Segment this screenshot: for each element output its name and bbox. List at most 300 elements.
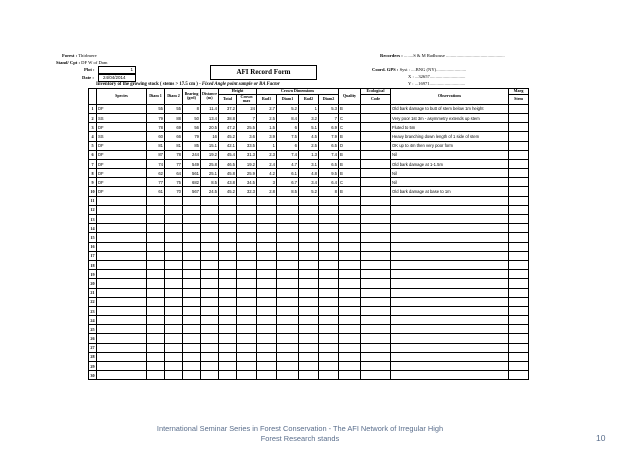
- empty-cell[interactable]: [237, 288, 257, 297]
- empty-cell[interactable]: [277, 343, 299, 352]
- cell-dm1[interactable]: 5.2: [277, 104, 299, 113]
- cell-sp[interactable]: DF: [97, 141, 147, 150]
- empty-cell[interactable]: [237, 251, 257, 260]
- empty-cell[interactable]: [219, 297, 237, 306]
- cell-dm1[interactable]: 4.7: [277, 159, 299, 168]
- empty-cell[interactable]: [509, 371, 529, 380]
- empty-cell[interactable]: [147, 251, 165, 260]
- cell-dm2[interactable]: 7.4: [319, 150, 339, 159]
- empty-cell[interactable]: [257, 260, 277, 269]
- empty-cell[interactable]: [201, 251, 219, 260]
- empty-cell[interactable]: [165, 325, 183, 334]
- empty-cell[interactable]: [391, 362, 509, 371]
- empty-cell[interactable]: [237, 352, 257, 361]
- empty-cell[interactable]: [361, 233, 391, 242]
- empty-cell[interactable]: [147, 325, 165, 334]
- empty-cell[interactable]: [147, 270, 165, 279]
- cell-cm[interactable]: 25.5: [237, 123, 257, 132]
- cell-obs[interactable]: Very poor 1st 3m - asymmetry extends up stem: [391, 113, 509, 122]
- cell-d1[interactable]: 62: [147, 169, 165, 178]
- cell-b[interactable]: 561: [183, 169, 201, 178]
- empty-cell[interactable]: [509, 316, 529, 325]
- empty-cell[interactable]: [257, 306, 277, 315]
- empty-cell[interactable]: [509, 325, 529, 334]
- empty-cell[interactable]: [391, 343, 509, 352]
- cell-marg-stem[interactable]: [509, 159, 529, 168]
- empty-cell[interactable]: [509, 270, 529, 279]
- cell-cm[interactable]: 7: [237, 113, 257, 122]
- empty-cell[interactable]: [97, 334, 147, 343]
- empty-cell[interactable]: [391, 260, 509, 269]
- cell-d2[interactable]: 88: [165, 113, 183, 122]
- cell-r1[interactable]: 1: [257, 141, 277, 150]
- empty-cell[interactable]: [299, 215, 319, 224]
- empty-cell[interactable]: [361, 371, 391, 380]
- empty-cell[interactable]: [319, 325, 339, 334]
- empty-cell[interactable]: [147, 233, 165, 242]
- empty-cell[interactable]: [237, 260, 257, 269]
- empty-cell[interactable]: [165, 352, 183, 361]
- empty-cell[interactable]: [97, 325, 147, 334]
- empty-cell[interactable]: [97, 362, 147, 371]
- cell-r2[interactable]: 4.5: [299, 132, 319, 141]
- empty-cell[interactable]: [339, 297, 361, 306]
- empty-cell[interactable]: [361, 196, 391, 205]
- empty-cell[interactable]: [201, 215, 219, 224]
- cell-d1[interactable]: 77: [147, 178, 165, 187]
- empty-cell[interactable]: [97, 260, 147, 269]
- empty-cell[interactable]: [319, 316, 339, 325]
- empty-cell[interactable]: [319, 260, 339, 269]
- cell-tot[interactable]: 47.2: [219, 123, 237, 132]
- empty-cell[interactable]: [183, 288, 201, 297]
- empty-cell[interactable]: [509, 196, 529, 205]
- empty-cell[interactable]: [257, 352, 277, 361]
- cell-q[interactable]: C: [339, 113, 361, 122]
- empty-cell[interactable]: [183, 196, 201, 205]
- empty-cell[interactable]: [391, 242, 509, 251]
- empty-cell[interactable]: [277, 362, 299, 371]
- empty-cell[interactable]: [319, 251, 339, 260]
- cell-eco[interactable]: [361, 169, 391, 178]
- cell-q[interactable]: C: [339, 178, 361, 187]
- empty-cell[interactable]: [165, 233, 183, 242]
- empty-cell[interactable]: [97, 242, 147, 251]
- cell-b[interactable]: 8: [183, 104, 201, 113]
- empty-cell[interactable]: [147, 306, 165, 315]
- empty-cell[interactable]: [277, 288, 299, 297]
- cell-dm1[interactable]: 6: [277, 141, 299, 150]
- empty-cell[interactable]: [237, 325, 257, 334]
- empty-cell[interactable]: [299, 352, 319, 361]
- cell-marg-stem[interactable]: [509, 187, 529, 196]
- cell-d2[interactable]: 64: [165, 169, 183, 178]
- empty-cell[interactable]: [277, 224, 299, 233]
- empty-cell[interactable]: [219, 352, 237, 361]
- empty-cell[interactable]: [299, 279, 319, 288]
- empty-cell[interactable]: [391, 306, 509, 315]
- empty-cell[interactable]: [299, 306, 319, 315]
- cell-r2[interactable]: 2.5: [299, 141, 319, 150]
- cell-b[interactable]: 50: [183, 113, 201, 122]
- empty-cell[interactable]: [339, 334, 361, 343]
- empty-cell[interactable]: [361, 316, 391, 325]
- empty-cell[interactable]: [319, 371, 339, 380]
- empty-cell[interactable]: [339, 316, 361, 325]
- empty-cell[interactable]: [319, 196, 339, 205]
- cell-r2[interactable]: 5.2: [299, 187, 319, 196]
- cell-cm[interactable]: 33.5: [237, 141, 257, 150]
- cell-obs[interactable]: Fluted to 5m: [391, 123, 509, 132]
- cell-dist[interactable]: 24.5: [201, 187, 219, 196]
- empty-cell[interactable]: [97, 233, 147, 242]
- cell-dist[interactable]: 25.8: [201, 159, 219, 168]
- cell-obs[interactable]: Old bark damage at 1-1.5m: [391, 159, 509, 168]
- empty-cell[interactable]: [97, 371, 147, 380]
- empty-cell[interactable]: [277, 316, 299, 325]
- cell-d1[interactable]: 87: [147, 150, 165, 159]
- empty-cell[interactable]: [257, 233, 277, 242]
- empty-cell[interactable]: [361, 362, 391, 371]
- empty-cell[interactable]: [183, 325, 201, 334]
- empty-cell[interactable]: [183, 306, 201, 315]
- empty-cell[interactable]: [319, 205, 339, 214]
- cell-d2[interactable]: 75: [165, 178, 183, 187]
- cell-marg-stem[interactable]: [509, 169, 529, 178]
- cell-r2[interactable]: 3.1: [299, 159, 319, 168]
- empty-cell[interactable]: [97, 224, 147, 233]
- cell-tot[interactable]: 45.4: [219, 150, 237, 159]
- empty-cell[interactable]: [97, 297, 147, 306]
- empty-cell[interactable]: [147, 196, 165, 205]
- cell-obs[interactable]: Old bark damage at base to 1m: [391, 187, 509, 196]
- empty-cell[interactable]: [201, 205, 219, 214]
- cell-tot[interactable]: 43.8: [219, 178, 237, 187]
- cell-obs[interactable]: Old bark damage to butt of stem below 1m height: [391, 104, 509, 113]
- empty-cell[interactable]: [299, 251, 319, 260]
- empty-cell[interactable]: [165, 279, 183, 288]
- empty-cell[interactable]: [147, 334, 165, 343]
- cell-cm[interactable]: 25.9: [237, 169, 257, 178]
- cell-r2[interactable]: 1: [299, 104, 319, 113]
- empty-cell[interactable]: [201, 233, 219, 242]
- cell-d1[interactable]: 55: [147, 104, 165, 113]
- empty-cell[interactable]: [299, 288, 319, 297]
- empty-cell[interactable]: [165, 288, 183, 297]
- empty-cell[interactable]: [257, 371, 277, 380]
- empty-cell[interactable]: [257, 362, 277, 371]
- cell-dm2[interactable]: 8: [319, 187, 339, 196]
- empty-cell[interactable]: [237, 334, 257, 343]
- cell-d1[interactable]: 81: [147, 141, 165, 150]
- empty-cell[interactable]: [165, 306, 183, 315]
- cell-d2[interactable]: 77: [165, 159, 183, 168]
- empty-cell[interactable]: [147, 242, 165, 251]
- cell-dist[interactable]: 15.1: [201, 141, 219, 150]
- empty-cell[interactable]: [361, 224, 391, 233]
- cell-r2[interactable]: 4.8: [299, 169, 319, 178]
- empty-cell[interactable]: [319, 215, 339, 224]
- cell-eco[interactable]: [361, 141, 391, 150]
- cell-dist[interactable]: 13.4: [201, 113, 219, 122]
- cell-cm[interactable]: 3.6: [237, 132, 257, 141]
- empty-cell[interactable]: [339, 196, 361, 205]
- empty-cell[interactable]: [237, 196, 257, 205]
- empty-cell[interactable]: [201, 316, 219, 325]
- cell-dm2[interactable]: 6.4: [319, 178, 339, 187]
- cell-obs[interactable]: Nil: [391, 178, 509, 187]
- empty-cell[interactable]: [391, 352, 509, 361]
- empty-cell[interactable]: [277, 205, 299, 214]
- empty-cell[interactable]: [277, 242, 299, 251]
- empty-cell[interactable]: [339, 362, 361, 371]
- empty-cell[interactable]: [391, 297, 509, 306]
- cell-dist[interactable]: 20.5: [201, 123, 219, 132]
- empty-cell[interactable]: [299, 316, 319, 325]
- cell-sp[interactable]: DF: [97, 150, 147, 159]
- empty-cell[interactable]: [361, 334, 391, 343]
- empty-cell[interactable]: [201, 242, 219, 251]
- empty-cell[interactable]: [257, 334, 277, 343]
- cell-cm[interactable]: 32.3: [237, 187, 257, 196]
- cell-dm2[interactable]: 5.3: [319, 104, 339, 113]
- empty-cell[interactable]: [257, 215, 277, 224]
- cell-q[interactable]: C: [339, 123, 361, 132]
- empty-cell[interactable]: [183, 352, 201, 361]
- cell-dm1[interactable]: 8.5: [277, 187, 299, 196]
- empty-cell[interactable]: [165, 371, 183, 380]
- empty-cell[interactable]: [165, 242, 183, 251]
- empty-cell[interactable]: [277, 233, 299, 242]
- empty-cell[interactable]: [339, 288, 361, 297]
- empty-cell[interactable]: [277, 352, 299, 361]
- empty-cell[interactable]: [165, 215, 183, 224]
- empty-cell[interactable]: [201, 325, 219, 334]
- empty-cell[interactable]: [257, 196, 277, 205]
- cell-eco[interactable]: [361, 123, 391, 132]
- empty-cell[interactable]: [219, 215, 237, 224]
- empty-cell[interactable]: [391, 251, 509, 260]
- empty-cell[interactable]: [361, 288, 391, 297]
- cell-b[interactable]: 682: [183, 178, 201, 187]
- empty-cell[interactable]: [391, 316, 509, 325]
- cell-marg-stem[interactable]: [509, 123, 529, 132]
- empty-cell[interactable]: [391, 270, 509, 279]
- empty-cell[interactable]: [361, 297, 391, 306]
- empty-cell[interactable]: [257, 325, 277, 334]
- empty-cell[interactable]: [509, 251, 529, 260]
- empty-cell[interactable]: [219, 224, 237, 233]
- cell-cm[interactable]: 19.2: [237, 159, 257, 168]
- empty-cell[interactable]: [237, 242, 257, 251]
- empty-cell[interactable]: [183, 251, 201, 260]
- empty-cell[interactable]: [257, 270, 277, 279]
- empty-cell[interactable]: [183, 224, 201, 233]
- empty-cell[interactable]: [299, 196, 319, 205]
- cell-eco[interactable]: [361, 178, 391, 187]
- cell-q[interactable]: D: [339, 141, 361, 150]
- cell-dm1[interactable]: 7.4: [277, 150, 299, 159]
- empty-cell[interactable]: [237, 270, 257, 279]
- empty-cell[interactable]: [147, 288, 165, 297]
- empty-cell[interactable]: [147, 316, 165, 325]
- empty-cell[interactable]: [391, 288, 509, 297]
- empty-cell[interactable]: [339, 242, 361, 251]
- empty-cell[interactable]: [299, 325, 319, 334]
- empty-cell[interactable]: [509, 297, 529, 306]
- empty-cell[interactable]: [201, 196, 219, 205]
- empty-cell[interactable]: [509, 279, 529, 288]
- empty-cell[interactable]: [183, 242, 201, 251]
- cell-dm2[interactable]: 9.5: [319, 169, 339, 178]
- cell-eco[interactable]: [361, 113, 391, 122]
- cell-d1[interactable]: 61: [147, 187, 165, 196]
- empty-cell[interactable]: [509, 260, 529, 269]
- empty-cell[interactable]: [257, 205, 277, 214]
- cell-d2[interactable]: 78: [165, 150, 183, 159]
- empty-cell[interactable]: [201, 270, 219, 279]
- empty-cell[interactable]: [147, 352, 165, 361]
- cell-r2[interactable]: 3.2: [299, 113, 319, 122]
- empty-cell[interactable]: [147, 224, 165, 233]
- empty-cell[interactable]: [509, 233, 529, 242]
- cell-d1[interactable]: 78: [147, 123, 165, 132]
- cell-d2[interactable]: 70: [165, 187, 183, 196]
- empty-cell[interactable]: [391, 233, 509, 242]
- empty-cell[interactable]: [509, 288, 529, 297]
- empty-cell[interactable]: [257, 242, 277, 251]
- empty-cell[interactable]: [509, 334, 529, 343]
- empty-cell[interactable]: [299, 224, 319, 233]
- empty-cell[interactable]: [257, 288, 277, 297]
- empty-cell[interactable]: [165, 205, 183, 214]
- empty-cell[interactable]: [339, 205, 361, 214]
- empty-cell[interactable]: [165, 196, 183, 205]
- empty-cell[interactable]: [509, 352, 529, 361]
- empty-cell[interactable]: [277, 196, 299, 205]
- empty-cell[interactable]: [165, 270, 183, 279]
- cell-r1[interactable]: 2.5: [257, 113, 277, 122]
- cell-sp[interactable]: DF: [97, 169, 147, 178]
- empty-cell[interactable]: [201, 352, 219, 361]
- cell-b[interactable]: 85: [183, 141, 201, 150]
- cell-obs[interactable]: Nil: [391, 169, 509, 178]
- cell-marg-stem[interactable]: [509, 113, 529, 122]
- cell-tot[interactable]: 45.2: [219, 132, 237, 141]
- cell-dm2[interactable]: 6.5: [319, 141, 339, 150]
- cell-marg-stem[interactable]: [509, 104, 529, 113]
- empty-cell[interactable]: [97, 205, 147, 214]
- empty-cell[interactable]: [237, 362, 257, 371]
- cell-dist[interactable]: 8.5: [201, 178, 219, 187]
- cell-q[interactable]: B: [339, 169, 361, 178]
- empty-cell[interactable]: [183, 215, 201, 224]
- empty-cell[interactable]: [339, 343, 361, 352]
- empty-cell[interactable]: [219, 362, 237, 371]
- empty-cell[interactable]: [319, 297, 339, 306]
- cell-r1[interactable]: 3: [257, 178, 277, 187]
- empty-cell[interactable]: [97, 306, 147, 315]
- empty-cell[interactable]: [183, 205, 201, 214]
- empty-cell[interactable]: [219, 371, 237, 380]
- empty-cell[interactable]: [257, 297, 277, 306]
- empty-cell[interactable]: [219, 288, 237, 297]
- empty-cell[interactable]: [165, 334, 183, 343]
- plot-value-box[interactable]: [98, 66, 136, 74]
- cell-d1[interactable]: 60: [147, 132, 165, 141]
- empty-cell[interactable]: [277, 270, 299, 279]
- cell-r1[interactable]: 2.7: [257, 104, 277, 113]
- cell-marg-stem[interactable]: [509, 178, 529, 187]
- empty-cell[interactable]: [183, 316, 201, 325]
- cell-r1[interactable]: 2.4: [257, 159, 277, 168]
- cell-b[interactable]: 567: [183, 187, 201, 196]
- empty-cell[interactable]: [219, 205, 237, 214]
- empty-cell[interactable]: [509, 205, 529, 214]
- empty-cell[interactable]: [237, 343, 257, 352]
- empty-cell[interactable]: [391, 205, 509, 214]
- empty-cell[interactable]: [339, 270, 361, 279]
- empty-cell[interactable]: [165, 224, 183, 233]
- empty-cell[interactable]: [183, 334, 201, 343]
- empty-cell[interactable]: [147, 260, 165, 269]
- empty-cell[interactable]: [147, 205, 165, 214]
- empty-cell[interactable]: [201, 334, 219, 343]
- cell-marg-stem[interactable]: [509, 150, 529, 159]
- cell-q[interactable]: B: [339, 187, 361, 196]
- cell-b[interactable]: 549: [183, 159, 201, 168]
- cell-obs[interactable]: OK up to 4m then very poor form: [391, 141, 509, 150]
- empty-cell[interactable]: [237, 297, 257, 306]
- cell-sp[interactable]: SS: [97, 113, 147, 122]
- empty-cell[interactable]: [165, 362, 183, 371]
- empty-cell[interactable]: [299, 205, 319, 214]
- empty-cell[interactable]: [147, 343, 165, 352]
- empty-cell[interactable]: [277, 371, 299, 380]
- cell-r1[interactable]: 3.9: [257, 132, 277, 141]
- empty-cell[interactable]: [183, 297, 201, 306]
- empty-cell[interactable]: [219, 316, 237, 325]
- cell-q[interactable]: B: [339, 132, 361, 141]
- empty-cell[interactable]: [183, 270, 201, 279]
- empty-cell[interactable]: [183, 260, 201, 269]
- empty-cell[interactable]: [299, 334, 319, 343]
- empty-cell[interactable]: [299, 260, 319, 269]
- empty-cell[interactable]: [339, 306, 361, 315]
- cell-dist[interactable]: 25.1: [201, 169, 219, 178]
- empty-cell[interactable]: [509, 306, 529, 315]
- cell-r1[interactable]: 4.2: [257, 169, 277, 178]
- empty-cell[interactable]: [339, 224, 361, 233]
- empty-cell[interactable]: [339, 371, 361, 380]
- cell-sp[interactable]: DF: [97, 187, 147, 196]
- cell-cm[interactable]: 34.5: [237, 178, 257, 187]
- empty-cell[interactable]: [97, 196, 147, 205]
- empty-cell[interactable]: [277, 297, 299, 306]
- cell-d1[interactable]: 74: [147, 159, 165, 168]
- cell-cm[interactable]: 31.3: [237, 150, 257, 159]
- empty-cell[interactable]: [165, 251, 183, 260]
- cell-dm2[interactable]: 6.5: [319, 159, 339, 168]
- empty-cell[interactable]: [183, 362, 201, 371]
- empty-cell[interactable]: [319, 352, 339, 361]
- cell-dm1[interactable]: 6.1: [277, 169, 299, 178]
- empty-cell[interactable]: [361, 205, 391, 214]
- empty-cell[interactable]: [219, 325, 237, 334]
- cell-dm1[interactable]: 6: [277, 123, 299, 132]
- empty-cell[interactable]: [201, 224, 219, 233]
- date-value-box[interactable]: [98, 74, 136, 82]
